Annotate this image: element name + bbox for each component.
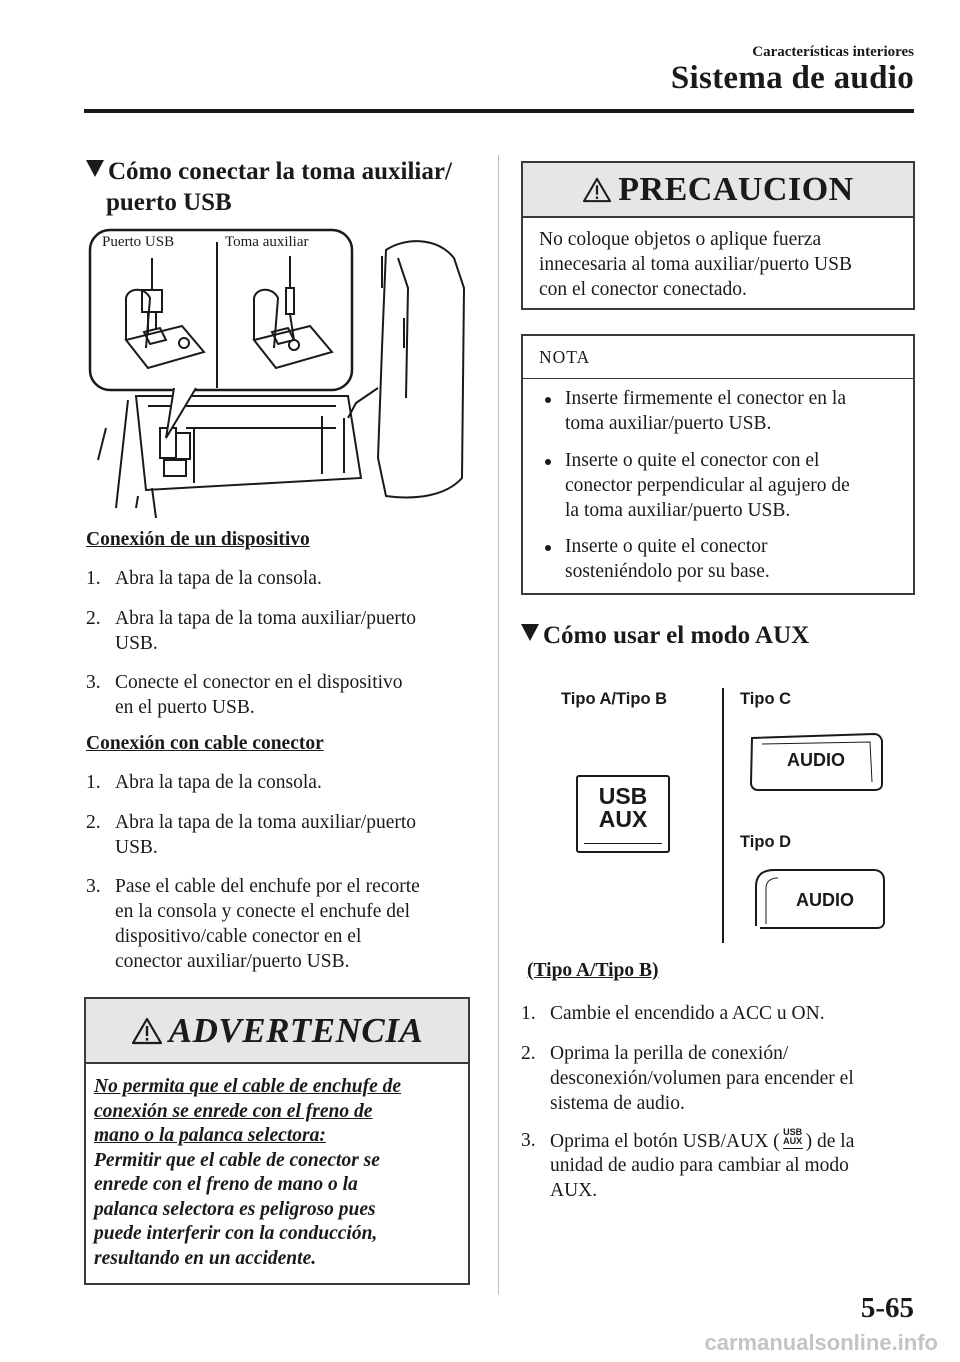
bullet-icon <box>545 545 551 551</box>
usb-aux-button-illustration <box>576 775 670 853</box>
audio-button-type-d-illustration <box>752 866 886 930</box>
warning-title: ADVERTENCIA <box>168 1010 424 1050</box>
warning-text: No permita que el cable de enchufe de conexión se enrede con el freno de mano o la palanca selectora: Permitir que el cable de conector se enrede con el freno de mano o la palanca selectora es peligroso pues puede interferir con la conducción, resultando en un accidente. <box>94 1076 402 1269</box>
heading-type-ab: (Tipo A/Tipo B) <box>527 960 659 981</box>
figure-divider <box>722 688 724 943</box>
list-item: Inserte o quite el conector sosteniéndolo por su base. <box>565 536 770 582</box>
button-edge-line <box>584 843 662 844</box>
warning-box <box>84 997 470 1285</box>
section-title-connect: Cómo conectar la toma auxiliar/ <box>86 156 452 188</box>
list-item: 1. Cambie el encendido a ACC u ON. <box>521 1003 825 1024</box>
list-item: Inserte o quite el conector con el conector perpendicular al agujero de la toma auxiliar/puerto USB. <box>565 450 850 521</box>
caution-box <box>521 161 915 310</box>
column-divider <box>498 155 499 1295</box>
note-title: NOTA <box>539 347 591 367</box>
step-text-with-icon: Oprima el botón USB/AUX ( USB AUX ) de la <box>550 1127 855 1152</box>
note-divider <box>523 378 913 379</box>
usb-aux-button-label: USB AUX <box>598 783 648 832</box>
list-item: Inserte firmemente el conector en la toma auxiliar/puerto USB. <box>565 388 846 434</box>
heading-cable-connection: Conexión con cable conector <box>86 733 324 754</box>
list-item: 1. Abra la tapa de la consola. <box>86 772 322 793</box>
label-type-d: Tipo D <box>740 833 792 851</box>
caution-header <box>523 163 913 218</box>
label-usb-port: Puerto USB <box>102 234 175 250</box>
list-item: 3. Pase el cable del enchufe por el recorte en la consola y conecte el enchufe del dispositivo/cable conector en el conector auxiliar/puerto USB. <box>86 876 420 972</box>
section-triangle-icon <box>86 160 104 177</box>
watermark: carmanualsonline.info <box>704 1330 938 1355</box>
console-illustration <box>86 228 471 518</box>
bullet-icon <box>545 459 551 465</box>
page-title: Sistema de audio <box>670 60 914 96</box>
section-triangle-icon <box>521 624 539 641</box>
list-item: 3. Oprima el botón USB/AUX ( USB AUX ) de la unidad de audio para cambiar al modo AUX. <box>521 1127 855 1201</box>
heading-device-connection: Conexión de un dispositivo <box>86 529 310 550</box>
page-number: 5-65 <box>860 1292 914 1324</box>
label-aux-jack: Toma auxiliar <box>225 234 309 250</box>
label-type-ab: Tipo A/Tipo B <box>561 690 668 708</box>
warning-triangle-icon <box>131 1017 163 1045</box>
list-item: 3. Conecte el conector en el dispositivo en el puerto USB. <box>86 672 403 718</box>
bullet-icon <box>545 397 551 403</box>
list-item: 1. Abra la tapa de la consola. <box>86 568 322 589</box>
note-box <box>521 334 915 595</box>
audio-button-label: AUDIO <box>796 890 854 910</box>
header-rule <box>84 109 914 113</box>
audio-button-label: AUDIO <box>787 750 845 770</box>
audio-button-type-c-illustration <box>748 730 884 792</box>
section-title-aux: Cómo usar el modo AUX <box>521 620 809 652</box>
caution-text: No coloque objetos o aplique fuerza innecesaria al toma auxiliar/puerto USB con el conector conectado. <box>539 229 852 300</box>
list-item: 2. Abra la tapa de la toma auxiliar/puerto USB. <box>86 812 417 858</box>
label-type-c: Tipo C <box>740 690 792 708</box>
usb-aux-inline-icon: USB AUX <box>780 1128 806 1150</box>
warning-triangle-icon <box>582 177 612 203</box>
list-item: 2. Oprima la perilla de conexión/ desconexión/volumen para encender el sistema de audio. <box>521 1043 854 1114</box>
list-item: 2. Abra la tapa de la toma auxiliar/puerto USB. <box>86 608 417 654</box>
warning-header <box>86 999 468 1064</box>
caution-title: PRECAUCION <box>618 170 854 208</box>
section-title-connect-line2: puerto USB <box>106 189 232 216</box>
chapter-subtitle: Características interiores <box>752 44 914 60</box>
